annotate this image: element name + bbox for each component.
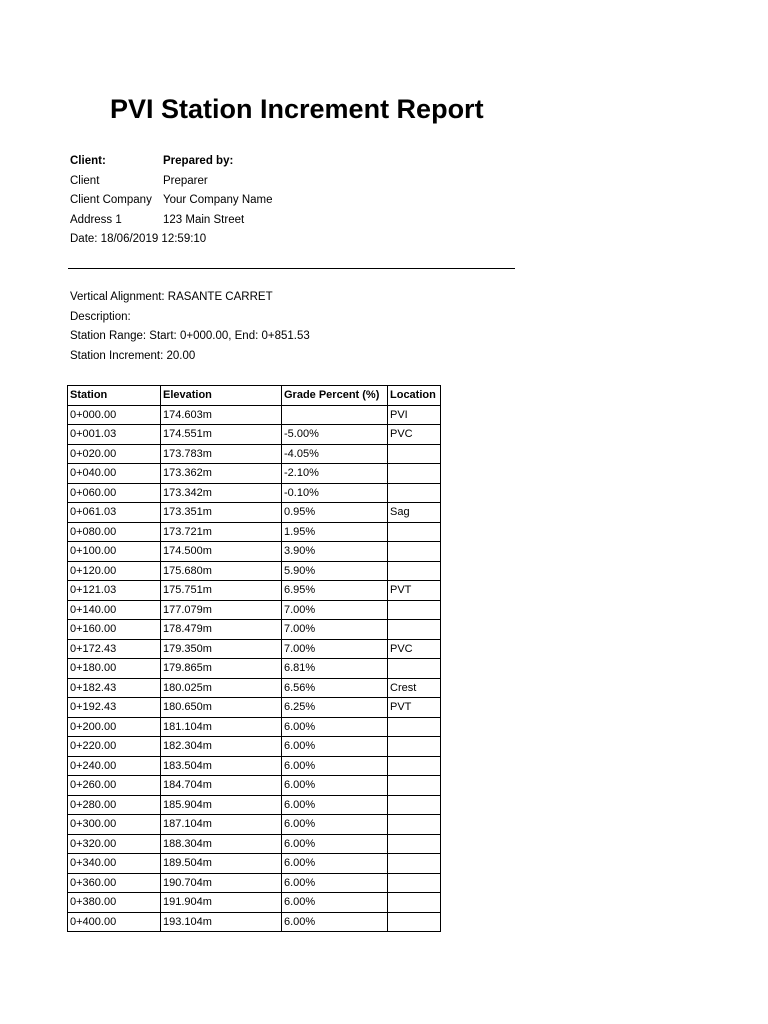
cell-station: 0+120.00 bbox=[68, 561, 161, 581]
cell-station: 0+192.43 bbox=[68, 698, 161, 718]
cell-station: 0+040.00 bbox=[68, 464, 161, 484]
cell-location bbox=[388, 522, 441, 542]
cell-location bbox=[388, 756, 441, 776]
report-date: Date: 18/06/2019 12:59:10 bbox=[70, 233, 207, 245]
column-header-grade: Grade Percent (%) bbox=[282, 386, 388, 406]
cell-grade: 6.00% bbox=[282, 717, 388, 737]
column-header-location: Location bbox=[388, 386, 441, 406]
cell-station: 0+320.00 bbox=[68, 834, 161, 854]
cell-station: 0+100.00 bbox=[68, 542, 161, 562]
cell-station: 0+360.00 bbox=[68, 873, 161, 893]
cell-elevation: 173.351m bbox=[161, 503, 282, 523]
cell-location: PVI bbox=[388, 405, 441, 425]
cell-location bbox=[388, 717, 441, 737]
cell-location bbox=[388, 561, 441, 581]
table-row bbox=[68, 464, 441, 484]
station-table bbox=[67, 385, 441, 932]
cell-grade: 3.90% bbox=[282, 542, 388, 562]
column-header-station: Station bbox=[68, 386, 161, 406]
table-row bbox=[68, 600, 441, 620]
cell-station: 0+182.43 bbox=[68, 678, 161, 698]
cell-location bbox=[388, 444, 441, 464]
table-row bbox=[68, 503, 441, 523]
table-row bbox=[68, 854, 441, 874]
cell-station: 0+240.00 bbox=[68, 756, 161, 776]
cell-location bbox=[388, 912, 441, 932]
cell-location bbox=[388, 737, 441, 757]
cell-grade: 6.00% bbox=[282, 756, 388, 776]
cell-station: 0+140.00 bbox=[68, 600, 161, 620]
cell-location bbox=[388, 620, 441, 640]
cell-station: 0+000.00 bbox=[68, 405, 161, 425]
cell-grade: 6.00% bbox=[282, 815, 388, 835]
cell-elevation: 184.704m bbox=[161, 776, 282, 796]
client-address: Address 1 bbox=[70, 213, 122, 226]
cell-grade: 6.00% bbox=[282, 795, 388, 815]
cell-location bbox=[388, 464, 441, 484]
prepared-by-label: Prepared by: bbox=[163, 155, 234, 167]
table-row bbox=[68, 581, 441, 601]
cell-grade: 6.81% bbox=[282, 659, 388, 679]
description: Description: bbox=[70, 310, 131, 323]
cell-elevation: 180.650m bbox=[161, 698, 282, 718]
cell-elevation: 178.479m bbox=[161, 620, 282, 640]
preparer-address: 123 Main Street bbox=[163, 213, 245, 226]
column-header-elevation: Elevation bbox=[161, 386, 282, 406]
cell-grade bbox=[282, 405, 388, 425]
cell-elevation: 179.350m bbox=[161, 639, 282, 659]
table-row bbox=[68, 483, 441, 503]
table-row bbox=[68, 522, 441, 542]
cell-location bbox=[388, 834, 441, 854]
cell-station: 0+020.00 bbox=[68, 444, 161, 464]
client-preparer-block bbox=[70, 152, 273, 250]
cell-location: Sag bbox=[388, 503, 441, 523]
cell-grade: -0.10% bbox=[282, 483, 388, 503]
cell-location: PVC bbox=[388, 639, 441, 659]
cell-elevation: 174.551m bbox=[161, 425, 282, 445]
cell-grade: 6.00% bbox=[282, 893, 388, 913]
cell-grade: -4.05% bbox=[282, 444, 388, 464]
cell-elevation: 180.025m bbox=[161, 678, 282, 698]
cell-grade: 6.95% bbox=[282, 581, 388, 601]
cell-station: 0+060.00 bbox=[68, 483, 161, 503]
cell-grade: 6.00% bbox=[282, 834, 388, 854]
cell-location bbox=[388, 542, 441, 562]
cell-elevation: 187.104m bbox=[161, 815, 282, 835]
cell-elevation: 183.504m bbox=[161, 756, 282, 776]
cell-station: 0+400.00 bbox=[68, 912, 161, 932]
cell-elevation: 182.304m bbox=[161, 737, 282, 757]
cell-grade: 6.00% bbox=[282, 873, 388, 893]
cell-station: 0+180.00 bbox=[68, 659, 161, 679]
preparer-company: Your Company Name bbox=[163, 194, 273, 206]
cell-location: PVT bbox=[388, 581, 441, 601]
cell-grade: 5.90% bbox=[282, 561, 388, 581]
name-row bbox=[70, 172, 273, 192]
table-row bbox=[68, 405, 441, 425]
cell-elevation: 175.751m bbox=[161, 581, 282, 601]
cell-station: 0+300.00 bbox=[68, 815, 161, 835]
table-row bbox=[68, 815, 441, 835]
cell-elevation: 191.904m bbox=[161, 893, 282, 913]
table-row bbox=[68, 620, 441, 640]
cell-location: PVT bbox=[388, 698, 441, 718]
cell-grade: 6.00% bbox=[282, 854, 388, 874]
cell-location bbox=[388, 815, 441, 835]
vertical-alignment: Vertical Alignment: RASANTE CARRET bbox=[70, 291, 273, 303]
table-row bbox=[68, 912, 441, 932]
cell-location: PVC bbox=[388, 425, 441, 445]
cell-grade: 6.00% bbox=[282, 776, 388, 796]
table-row bbox=[68, 639, 441, 659]
table-row bbox=[68, 756, 441, 776]
table-row bbox=[68, 717, 441, 737]
cell-elevation: 174.500m bbox=[161, 542, 282, 562]
cell-grade: 0.95% bbox=[282, 503, 388, 523]
cell-elevation: 173.783m bbox=[161, 444, 282, 464]
cell-elevation: 185.904m bbox=[161, 795, 282, 815]
table-row bbox=[68, 795, 441, 815]
table-header-row bbox=[68, 386, 441, 406]
table-row bbox=[68, 561, 441, 581]
cell-station: 0+200.00 bbox=[68, 717, 161, 737]
alignment-info bbox=[70, 288, 310, 366]
cell-elevation: 177.079m bbox=[161, 600, 282, 620]
cell-location bbox=[388, 776, 441, 796]
table-row bbox=[68, 698, 441, 718]
cell-location bbox=[388, 854, 441, 874]
cell-station: 0+260.00 bbox=[68, 776, 161, 796]
table-row bbox=[68, 542, 441, 562]
cell-location bbox=[388, 873, 441, 893]
cell-grade: 6.00% bbox=[282, 912, 388, 932]
station-range: Station Range: Start: 0+000.00, End: 0+851.53 bbox=[70, 330, 310, 342]
cell-elevation: 190.704m bbox=[161, 873, 282, 893]
cell-station: 0+380.00 bbox=[68, 893, 161, 913]
divider bbox=[68, 268, 515, 269]
cell-elevation: 175.680m bbox=[161, 561, 282, 581]
cell-grade: 6.56% bbox=[282, 678, 388, 698]
table-row bbox=[68, 678, 441, 698]
table-row bbox=[68, 737, 441, 757]
cell-grade: -2.10% bbox=[282, 464, 388, 484]
address-row bbox=[70, 211, 273, 231]
cell-location bbox=[388, 600, 441, 620]
cell-location bbox=[388, 893, 441, 913]
table-row bbox=[68, 425, 441, 445]
cell-station: 0+172.43 bbox=[68, 639, 161, 659]
cell-grade: 7.00% bbox=[282, 639, 388, 659]
table-row bbox=[68, 834, 441, 854]
cell-station: 0+061.03 bbox=[68, 503, 161, 523]
cell-station: 0+121.03 bbox=[68, 581, 161, 601]
preparer-name: Preparer bbox=[163, 174, 208, 187]
table-body bbox=[68, 405, 441, 932]
table-row bbox=[68, 444, 441, 464]
cell-elevation: 173.362m bbox=[161, 464, 282, 484]
cell-grade: 7.00% bbox=[282, 600, 388, 620]
cell-grade: 6.00% bbox=[282, 737, 388, 757]
cell-station: 0+001.03 bbox=[68, 425, 161, 445]
cell-grade: 7.00% bbox=[282, 620, 388, 640]
client-label: Client: bbox=[70, 155, 106, 167]
cell-grade: 6.25% bbox=[282, 698, 388, 718]
cell-elevation: 189.504m bbox=[161, 854, 282, 874]
cell-elevation: 181.104m bbox=[161, 717, 282, 737]
header-labels-row bbox=[70, 152, 273, 172]
client-company: Client Company bbox=[70, 194, 152, 206]
report-title: PVI Station Increment Report bbox=[110, 94, 484, 124]
cell-station: 0+340.00 bbox=[68, 854, 161, 874]
cell-elevation: 173.721m bbox=[161, 522, 282, 542]
cell-location: Crest bbox=[388, 678, 441, 698]
cell-grade: -5.00% bbox=[282, 425, 388, 445]
cell-location bbox=[388, 483, 441, 503]
cell-station: 0+280.00 bbox=[68, 795, 161, 815]
table-row bbox=[68, 659, 441, 679]
table-row bbox=[68, 893, 441, 913]
cell-station: 0+080.00 bbox=[68, 522, 161, 542]
table-row bbox=[68, 873, 441, 893]
cell-elevation: 179.865m bbox=[161, 659, 282, 679]
cell-location bbox=[388, 659, 441, 679]
cell-elevation: 193.104m bbox=[161, 912, 282, 932]
cell-location bbox=[388, 795, 441, 815]
cell-grade: 1.95% bbox=[282, 522, 388, 542]
cell-elevation: 174.603m bbox=[161, 405, 282, 425]
company-row bbox=[70, 191, 273, 211]
cell-station: 0+220.00 bbox=[68, 737, 161, 757]
client-name: Client bbox=[70, 174, 100, 187]
cell-elevation: 173.342m bbox=[161, 483, 282, 503]
cell-station: 0+160.00 bbox=[68, 620, 161, 640]
station-increment: Station Increment: 20.00 bbox=[70, 349, 196, 362]
cell-elevation: 188.304m bbox=[161, 834, 282, 854]
table-row bbox=[68, 776, 441, 796]
